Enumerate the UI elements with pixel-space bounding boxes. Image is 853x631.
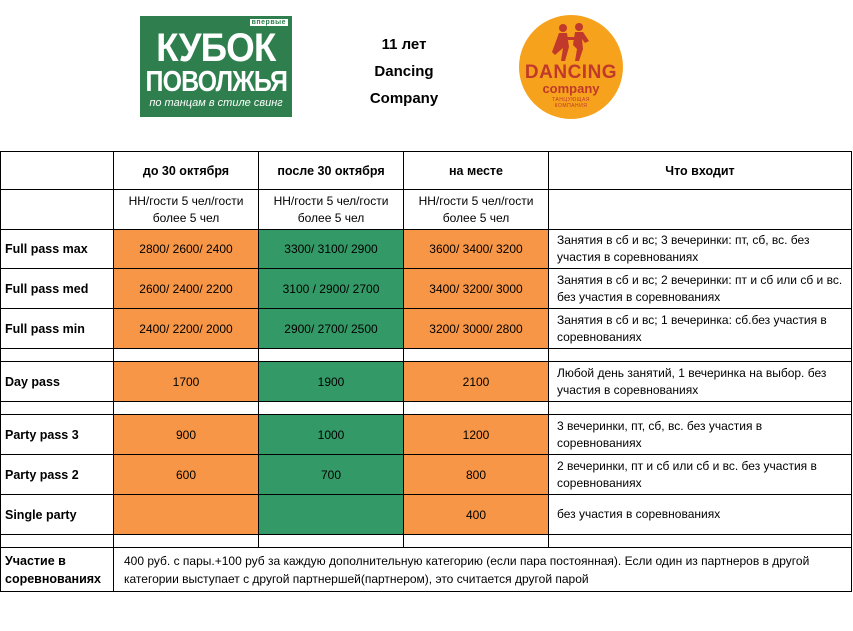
spacer-row bbox=[1, 402, 852, 415]
price-late: 3300/ 3100/ 2900 bbox=[259, 230, 404, 269]
includes-text: Занятия в сб и вс; 1 вечеринка: сб.без участия в соревнованиях bbox=[549, 309, 852, 349]
subheader-row bbox=[1, 190, 852, 230]
price-table bbox=[0, 151, 852, 592]
table-row bbox=[1, 495, 852, 535]
col-header-early: до 30 октября bbox=[114, 152, 259, 190]
price-early: 1700 bbox=[114, 362, 259, 402]
table-row bbox=[1, 362, 852, 402]
includes-text: Занятия в сб и вс; 3 вечеринки: пт, сб, вс. без участия в соревнованиях bbox=[549, 230, 852, 269]
logo-subtitle bbox=[519, 97, 623, 109]
includes-text: 3 вечеринки, пт, сб, вс. без участия в соревнованиях bbox=[549, 415, 852, 455]
includes-text: 2 вечеринки, пт и сб или сб и вс. без участия в соревнованиях bbox=[549, 455, 852, 495]
price-late: 1900 bbox=[259, 362, 404, 402]
logo-subtitle-line: ТАНЦУЮЩАЯ bbox=[552, 97, 590, 103]
col-header-late: после 30 октября bbox=[259, 152, 404, 190]
row-name: Party pass 3 bbox=[1, 415, 114, 455]
logo-line-1: КУБОК bbox=[156, 26, 276, 70]
spacer-row bbox=[1, 349, 852, 362]
price-onsite: 3400/ 3200/ 3000 bbox=[404, 269, 549, 309]
logo-dancing-text: DANCING bbox=[524, 62, 618, 83]
includes-text: без участия в соревнованиях bbox=[549, 495, 852, 535]
price-late: 1000 bbox=[259, 415, 404, 455]
logo-subtitle-line: КОМПАНИЯ bbox=[554, 103, 588, 109]
table-row bbox=[1, 269, 852, 309]
event-title-line: 11 лет bbox=[381, 36, 427, 53]
row-name: Full pass min bbox=[1, 309, 114, 349]
table-row bbox=[1, 230, 852, 269]
table-row bbox=[1, 309, 852, 349]
table-row bbox=[1, 415, 852, 455]
price-late: 2900/ 2700/ 2500 bbox=[259, 309, 404, 349]
subheader-empty bbox=[1, 190, 114, 230]
subheader-cell: НН/гости 5 чел/гости более 5 чел bbox=[259, 190, 404, 230]
subheader-cell: НН/гости 5 чел/гости более 5 чел bbox=[404, 190, 549, 230]
row-name: Party pass 2 bbox=[1, 455, 114, 495]
col-header-onsite: на месте bbox=[404, 152, 549, 190]
price-late: 3100 / 2900/ 2700 bbox=[259, 269, 404, 309]
kubok-povolzhya-logo bbox=[140, 16, 292, 117]
row-name: Day pass bbox=[1, 362, 114, 402]
row-name: Full pass med bbox=[1, 269, 114, 309]
price-onsite: 1200 bbox=[404, 415, 549, 455]
row-name: Single party bbox=[1, 495, 114, 535]
event-title bbox=[356, 31, 452, 112]
event-title-line: Company bbox=[369, 90, 439, 107]
price-onsite: 800 bbox=[404, 455, 549, 495]
subheader-empty bbox=[549, 190, 852, 230]
price-early: 2600/ 2400/ 2200 bbox=[114, 269, 259, 309]
price-onsite: 3200/ 3000/ 2800 bbox=[404, 309, 549, 349]
includes-text: Любой день занятий, 1 вечеринка на выбор. без участия в соревнованиях bbox=[549, 362, 852, 402]
price-early: 2400/ 2200/ 2000 bbox=[114, 309, 259, 349]
subheader-cell: НН/гости 5 чел/гости более 5 чел bbox=[114, 190, 259, 230]
price-early: 900 bbox=[114, 415, 259, 455]
price-early: 2800/ 2600/ 2400 bbox=[114, 230, 259, 269]
price-early: 600 bbox=[114, 455, 259, 495]
price-early bbox=[114, 495, 259, 535]
logo-line-2: ПОВОЛЖЬЯ bbox=[145, 66, 287, 98]
price-onsite: 400 bbox=[404, 495, 549, 535]
col-header-includes: Что входит bbox=[549, 152, 852, 190]
spacer-row bbox=[1, 535, 852, 548]
event-title-line: Dancing bbox=[374, 63, 434, 80]
table-row bbox=[1, 455, 852, 495]
includes-text: Занятия в сб и вс; 2 вечеринки: пт и сб или сб и вс. без участия в соревнованиях bbox=[549, 269, 852, 309]
logo-company-text: company bbox=[542, 81, 600, 96]
price-onsite: 2100 bbox=[404, 362, 549, 402]
logo-tag: впервые bbox=[251, 19, 286, 26]
competition-text: 400 руб. с пары.+100 руб за каждую дополнительную категорию (если пара постоянная). Если один из партнеров в другой категории выступает с другой партнершей(партнером), это считается другой парой bbox=[114, 548, 852, 592]
logo-line-3: по танцам в стиле свинг bbox=[149, 97, 283, 109]
competition-row bbox=[1, 548, 852, 592]
header-row bbox=[1, 152, 852, 190]
competition-label: Участие в соревнованиях bbox=[1, 548, 114, 592]
corner-cell bbox=[1, 152, 114, 190]
dancing-company-logo bbox=[519, 15, 623, 119]
price-late: 700 bbox=[259, 455, 404, 495]
row-name: Full pass max bbox=[1, 230, 114, 269]
price-onsite: 3600/ 3400/ 3200 bbox=[404, 230, 549, 269]
price-late bbox=[259, 495, 404, 535]
